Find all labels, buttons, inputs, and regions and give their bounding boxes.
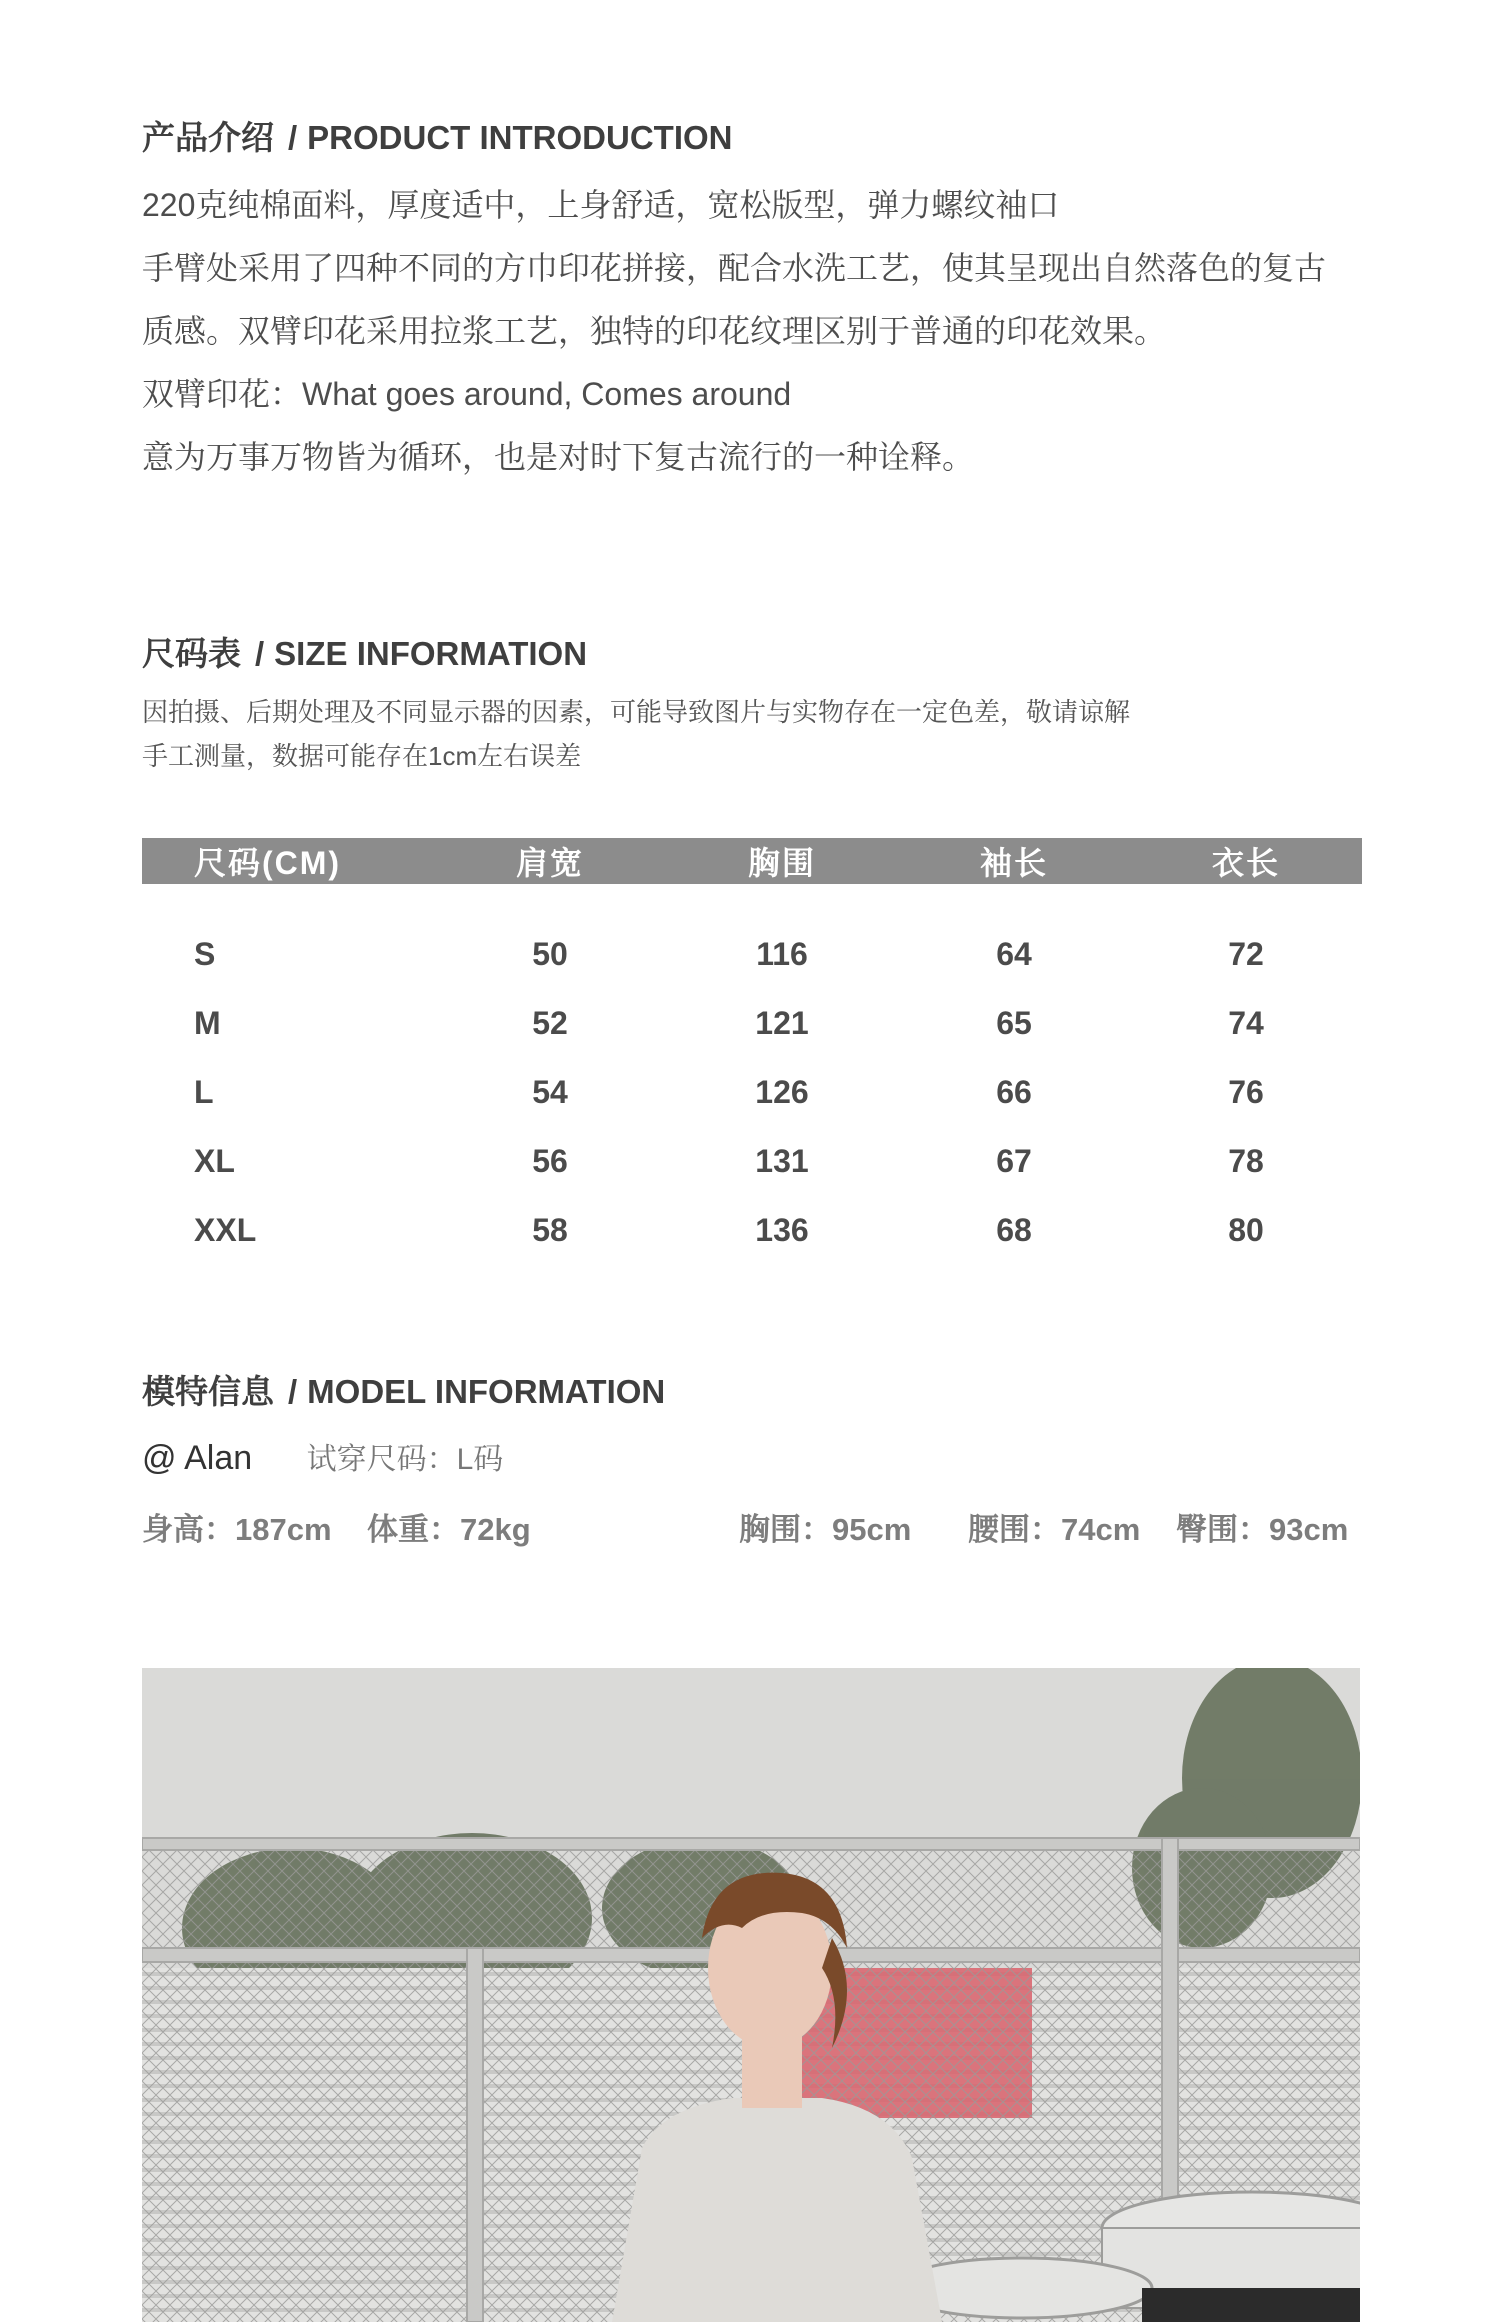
- table-row: [142, 884, 1362, 989]
- shoulder-cell: 50: [532, 936, 568, 972]
- model-name: @ Alan: [142, 1439, 253, 1477]
- table-row: [142, 1127, 1362, 1196]
- sleeve-cell: 64: [996, 936, 1032, 972]
- chest-cell: 121: [755, 1005, 809, 1041]
- heading-separator: /: [255, 635, 265, 672]
- table-row: [142, 1058, 1362, 1127]
- sleeve-cell: 67: [996, 1143, 1032, 1179]
- model-trial-size: 试穿尺码：L码: [306, 1443, 504, 1476]
- heading-cn: 尺码表: [142, 635, 241, 672]
- sleeve-cell: 65: [996, 1005, 1032, 1041]
- table-row: [142, 989, 1362, 1058]
- length-cell: 74: [1228, 1005, 1264, 1041]
- heading-en: MODEL INFORMATION: [307, 1373, 666, 1410]
- shoulder-cell: 54: [532, 1074, 568, 1110]
- intro-line: 手臂处采用了四种不同的方巾印花拼接，配合水洗工艺，使其呈现出自然落色的复古: [142, 250, 1327, 286]
- heading-separator: /: [288, 119, 298, 156]
- chest-cell: 116: [756, 936, 808, 972]
- size-cell: S: [194, 936, 216, 972]
- length-cell: 72: [1228, 936, 1264, 972]
- intro-line: 220克纯棉面料，厚度适中，上身舒适，宽松版型，弹力螺纹袖口: [142, 187, 1060, 223]
- size-cell: XL: [194, 1143, 235, 1179]
- model-name-row: [142, 1434, 503, 1478]
- shoulder-cell: 52: [532, 1005, 568, 1041]
- size-information-section: [142, 628, 1362, 1268]
- size-information-heading: [142, 628, 1362, 675]
- size-cell: L: [194, 1074, 214, 1110]
- length-cell: 78: [1228, 1143, 1264, 1179]
- intro-line: 意为万事万物皆为循环，也是对时下复古流行的一种诠释。: [142, 439, 975, 475]
- sleeve-cell: 68: [996, 1212, 1032, 1248]
- model-photo: [142, 1668, 1360, 2322]
- length-cell: 80: [1228, 1212, 1264, 1248]
- shoulder-cell: 56: [532, 1143, 568, 1179]
- model-hip: 臀围：93cm: [1176, 1512, 1349, 1547]
- size-table: [142, 838, 1362, 1265]
- intro-line: 双臂印花：What goes around, Comes around: [142, 376, 792, 412]
- model-weight: 体重：72kg: [367, 1512, 531, 1547]
- table-row: [142, 1196, 1362, 1265]
- size-note: 因拍摄、后期处理及不同显示器的因素，可能导致图片与实物存在一定色差，敬请谅解: [142, 697, 1131, 727]
- heading-en: SIZE INFORMATION: [274, 635, 588, 672]
- heading-separator: /: [288, 1373, 298, 1410]
- size-cell: XXL: [194, 1212, 257, 1248]
- model-information-heading: [142, 1366, 1362, 1413]
- model-photo-illustration: [142, 1668, 1360, 2322]
- chest-cell: 136: [755, 1212, 809, 1248]
- model-information-section: [142, 1366, 1362, 1566]
- size-cell: M: [194, 1005, 221, 1041]
- product-introduction-heading: [142, 112, 1362, 159]
- model-waist: 腰围：74cm: [968, 1512, 1141, 1547]
- size-table-header: [142, 838, 1362, 884]
- model-stats: [142, 1504, 1362, 1548]
- shoulder-cell: 58: [532, 1212, 568, 1248]
- chest-cell: 131: [755, 1143, 809, 1179]
- column-header-size: 尺码(CM): [142, 838, 434, 884]
- product-introduction-section: [142, 112, 1362, 532]
- intro-text: [142, 174, 1326, 489]
- column-header-shoulder: 肩宽: [434, 838, 666, 884]
- heading-en: PRODUCT INTRODUCTION: [307, 119, 733, 156]
- length-cell: 76: [1228, 1074, 1264, 1110]
- size-notes: [142, 690, 1130, 778]
- heading-cn: 产品介绍: [142, 119, 274, 156]
- sleeve-cell: 66: [996, 1074, 1032, 1110]
- column-header-chest: 胸围: [666, 838, 898, 884]
- intro-line: 质感。双臂印花采用拉浆工艺，独特的印花纹理区别于普通的印花效果。: [142, 313, 1167, 349]
- column-header-sleeve: 袖长: [898, 838, 1130, 884]
- heading-cn: 模特信息: [142, 1373, 274, 1410]
- column-header-length: 衣长: [1130, 838, 1362, 884]
- chest-cell: 126: [755, 1074, 809, 1110]
- model-chest: 胸围：95cm: [739, 1512, 912, 1547]
- model-height: 身高：187cm: [142, 1512, 332, 1547]
- size-note: 手工测量，数据可能存在1cm左右误差: [142, 741, 582, 771]
